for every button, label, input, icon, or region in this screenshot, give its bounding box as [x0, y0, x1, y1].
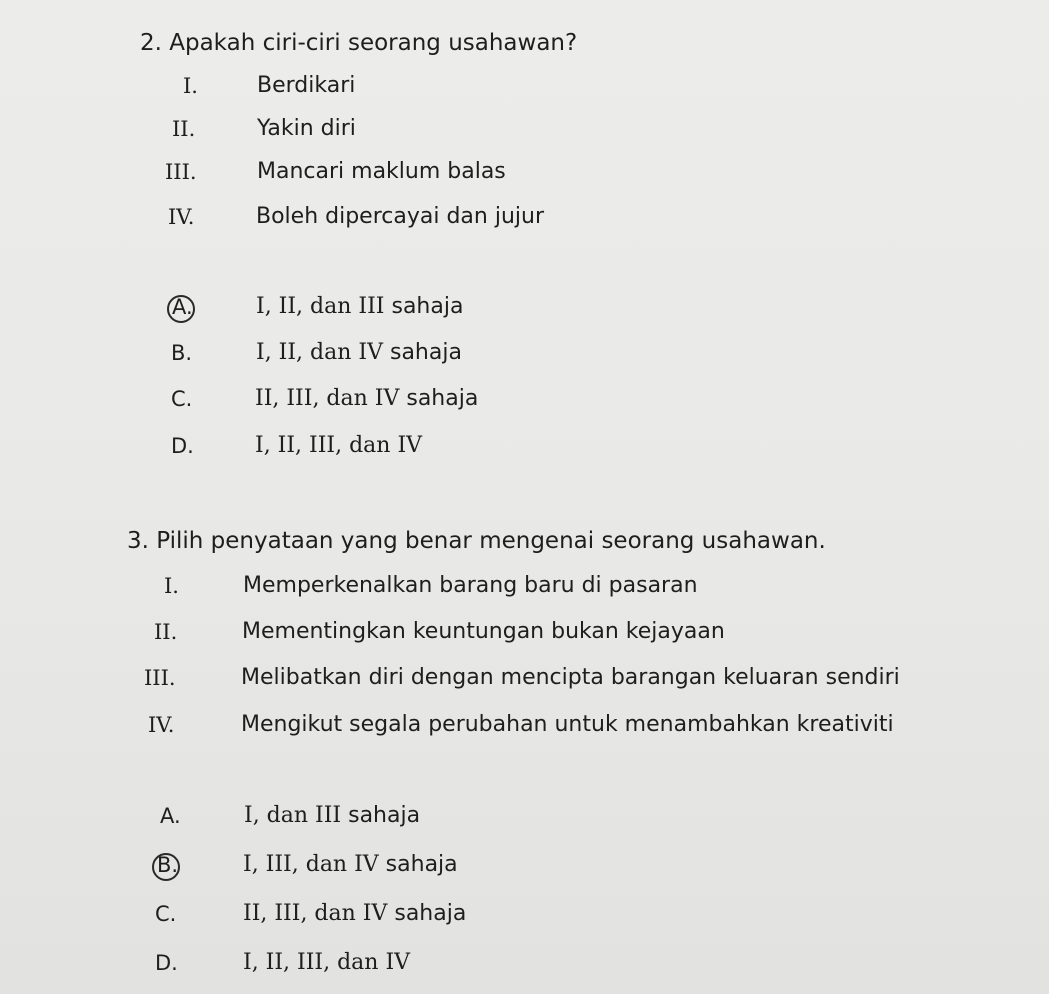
option-suffix: sahaja	[341, 803, 421, 828]
statement-numeral: I.	[164, 574, 179, 598]
option-letter: B.	[171, 341, 193, 365]
option-suffix: sahaja	[378, 852, 458, 877]
option-numerals: I, II, III, dan IV	[255, 433, 423, 458]
question-2-stem: 2. Apakah ciri-ciri seorang usahawan?	[140, 30, 578, 56]
option-letter: C.	[171, 387, 193, 411]
option-numerals: I, dan III	[244, 803, 342, 828]
option-numerals: II, III, dan IV	[243, 901, 388, 926]
option-numerals: I, II, dan III	[256, 294, 385, 319]
statement-numeral: II.	[172, 117, 196, 141]
statement-numeral: IV.	[168, 205, 195, 229]
statement-numeral: II.	[154, 620, 178, 644]
circled-answer-mark: B.	[157, 853, 179, 877]
statement-text: Yakin diri	[257, 116, 356, 141]
option-letter: C.	[155, 902, 177, 926]
option-letter: D.	[171, 434, 194, 458]
option-suffix: sahaja	[399, 386, 479, 411]
option-numerals: II, III, dan IV	[255, 386, 400, 411]
option-numerals: I, II, III, dan IV	[243, 950, 411, 975]
statement-numeral: IV.	[148, 713, 175, 737]
option-suffix: sahaja	[382, 340, 462, 365]
statement-text: Mementingkan keuntungan bukan kejayaan	[242, 619, 725, 644]
option-numerals: I, II, dan IV	[256, 340, 383, 365]
statement-text: Mengikut segala perubahan untuk menambahkan kreativiti	[241, 712, 894, 737]
statement-numeral: III.	[165, 160, 197, 184]
statement-numeral: I.	[183, 74, 198, 98]
option-suffix: sahaja	[384, 294, 464, 319]
statement-text: Melibatkan diri dengan mencipta barangan keluaran sendiri	[241, 665, 900, 690]
statement-text: Berdikari	[257, 73, 356, 98]
option-suffix: sahaja	[387, 901, 467, 926]
option-letter: A.	[160, 804, 181, 828]
question-3-stem: 3. Pilih penyataan yang benar mengenai seorang usahawan.	[127, 528, 826, 554]
statement-text: Memperkenalkan barang baru di pasaran	[243, 573, 698, 598]
statement-numeral: III.	[144, 666, 176, 690]
circled-answer-mark: A.	[172, 295, 193, 319]
option-numerals: I, III, dan IV	[243, 852, 379, 877]
statement-text: Mancari maklum balas	[257, 159, 506, 184]
statement-text: Boleh dipercayai dan jujur	[256, 204, 544, 229]
option-letter: D.	[155, 951, 178, 975]
